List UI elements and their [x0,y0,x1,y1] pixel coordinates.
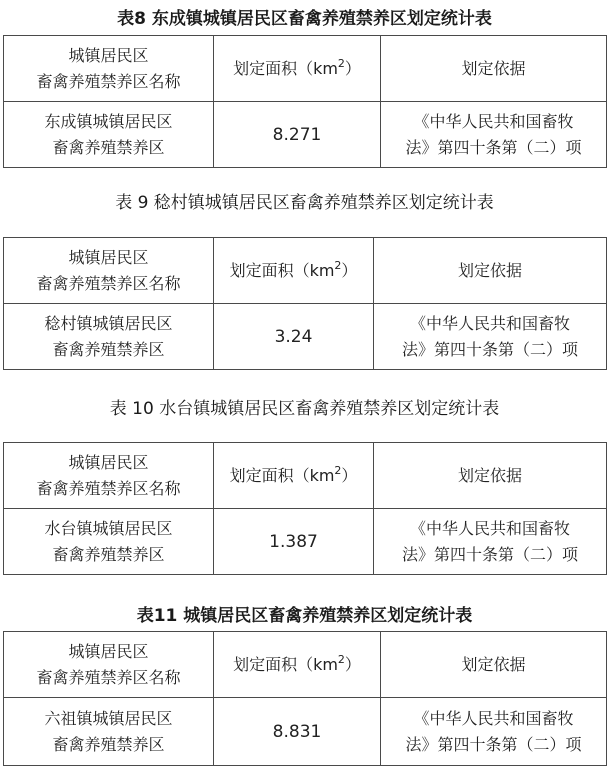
header-basis-cell: 划定依据 [381,632,607,698]
zone-name-cell [4,102,214,168]
zone-basis-line2: 法》第四十条第（二）项 [401,339,578,359]
header-area-suffix: ） [341,465,358,485]
table-title: 表 9 稔村镇城镇居民区畜禽养殖禁养区划定统计表 [115,193,494,213]
zone-basis-line2: 法》第四十条第（二）项 [405,734,582,754]
statistics-table [3,442,607,575]
statistics-table [3,35,607,168]
zone-name-line1: 稔村镇城镇居民区 [44,313,173,333]
header-area-cell [214,443,374,509]
table-header-row [4,36,607,102]
zone-basis-cell [374,509,607,575]
table-row [4,304,607,370]
zone-area-cell: 8.271 [214,102,381,168]
table-title: 表 10 水台镇城镇居民区畜禽养殖禁养区划定统计表 [109,399,500,419]
header-basis-cell: 划定依据 [381,36,607,102]
zone-area-cell: 1.387 [214,509,374,575]
table-header-row [4,443,607,509]
zone-basis-cell [381,698,607,766]
header-area-prefix: 划定面积（km [229,465,335,485]
header-basis-cell: 划定依据 [374,443,607,509]
header-name-cell [4,443,214,509]
zone-name-line2: 畜禽养殖禁养区 [52,137,165,157]
zone-basis-cell [381,102,607,168]
header-area-superscript: 2 [334,258,342,272]
zone-name-line2: 畜禽养殖禁养区 [52,544,165,564]
zone-name-cell [4,509,214,575]
header-area-cell [214,238,374,304]
zone-name-line2: 畜禽养殖禁养区 [52,339,165,359]
header-area-suffix: ） [344,654,361,674]
zone-basis-line2: 法》第四十条第（二）项 [405,137,582,157]
zone-name-line2: 畜禽养殖禁养区 [52,734,165,754]
zone-name-cell [4,698,214,766]
header-area-cell [214,632,381,698]
zone-basis-line1: 《中华人民共和国畜牧 [413,708,574,728]
zone-area-cell: 8.831 [214,698,381,766]
header-name-line2: 畜禽养殖禁养区名称 [36,273,181,293]
statistics-table [3,237,607,370]
header-area-superscript: 2 [337,652,345,666]
header-name-cell [4,632,214,698]
header-name-cell [4,36,214,102]
header-basis-cell: 划定依据 [374,238,607,304]
header-area-superscript: 2 [334,463,342,477]
table-row [4,102,607,168]
header-area-superscript: 2 [337,56,345,70]
zone-basis-line2: 法》第四十条第（二）项 [401,544,578,564]
table-row [4,509,607,575]
zone-basis-line1: 《中华人民共和国畜牧 [413,111,574,131]
zone-basis-line1: 《中华人民共和国畜牧 [409,518,570,538]
zone-basis-cell [374,304,607,370]
header-name-cell [4,238,214,304]
header-area-suffix: ） [341,260,358,280]
zone-basis-line1: 《中华人民共和国畜牧 [409,313,570,333]
table-title: 表8 东成镇城镇居民区畜禽养殖禁养区划定统计表 [117,9,492,29]
header-area-prefix: 划定面积（km [229,260,335,280]
header-area-cell [214,36,381,102]
header-name-line2: 畜禽养殖禁养区名称 [36,71,181,91]
header-area-prefix: 划定面积（km [233,654,338,674]
header-name-line1: 城镇居民区 [68,247,149,267]
zone-name-line1: 东成镇城镇居民区 [44,111,173,131]
table-title: 表11 城镇居民区畜禽养殖禁养区划定统计表 [136,606,473,626]
table-row [4,698,607,766]
zone-name-cell [4,304,214,370]
header-area-suffix: ） [344,58,361,78]
statistics-table [3,631,607,766]
header-name-line1: 城镇居民区 [68,45,149,65]
header-area-prefix: 划定面积（km [233,58,338,78]
header-name-line2: 畜禽养殖禁养区名称 [36,667,181,687]
zone-name-line1: 水台镇城镇居民区 [44,518,173,538]
table-header-row [4,238,607,304]
header-name-line2: 畜禽养殖禁养区名称 [36,478,181,498]
header-name-line1: 城镇居民区 [68,641,149,661]
zone-area-cell: 3.24 [214,304,374,370]
header-name-line1: 城镇居民区 [68,452,149,472]
zone-name-line1: 六祖镇城镇居民区 [44,708,173,728]
table-header-row [4,632,607,698]
